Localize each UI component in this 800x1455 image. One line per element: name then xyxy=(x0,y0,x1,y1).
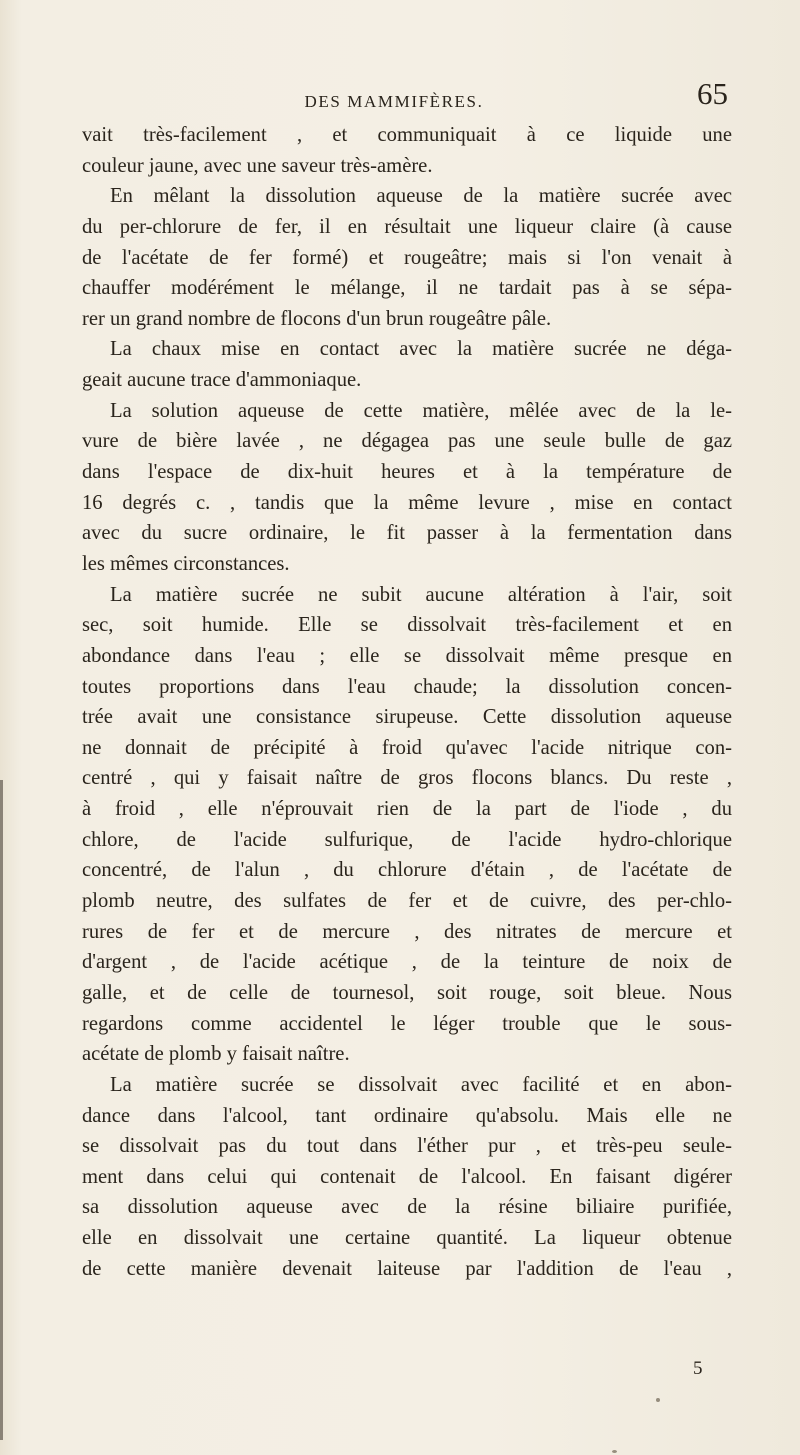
signature-mark: 5 xyxy=(693,1358,703,1379)
text-line: rer un grand nombre de flocons d'un brun rougeâtre pâle. xyxy=(82,307,552,330)
ink-speck xyxy=(656,1398,660,1402)
text-line: rures de fer et de mercure , des nitrates de mercure et xyxy=(82,920,732,943)
text-line: 16 degrés c. , tandis que la même levure , mise en contact xyxy=(82,491,732,514)
text-line: concentré, de l'alun , du chlorure d'étain , de l'acétate de xyxy=(82,859,732,882)
text-line: La matière sucrée se dissolvait avec facilité et en abon- xyxy=(110,1073,732,1096)
text-line: plomb neutre, des sulfates de fer et de cuivre, des per-chlo- xyxy=(82,890,732,913)
text-line: dans l'espace de dix-huit heures et à la température de xyxy=(82,461,732,484)
text-line: La matière sucrée ne subit aucune altération à l'air, soit xyxy=(110,583,732,606)
text-line: les mêmes circonstances. xyxy=(82,552,290,575)
text-line: vait très-facilement , et communiquait à ce liquide une xyxy=(82,124,732,146)
text-line: elle en dissolvait une certaine quantité. La liqueur obtenue xyxy=(82,1227,732,1250)
text-line: de l'acétate de fer formé) et rougeâtre; mais si l'on venait à xyxy=(82,246,732,269)
text-line: regardons comme accidentel le léger trouble que le sous- xyxy=(82,1012,732,1035)
text-line: chlore, de l'acide sulfurique, de l'acide hydro-chlorique xyxy=(82,828,732,851)
page-number: 65 xyxy=(697,76,728,111)
text-line: avec du sucre ordinaire, le fit passer à la fermentation dans xyxy=(82,522,732,545)
body-text xyxy=(82,120,732,1284)
text-line: abondance dans l'eau ; elle se dissolvait même presque en xyxy=(82,644,732,667)
text-line: d'argent , de l'acide acétique , de la teinture de noix de xyxy=(82,951,732,974)
text-line: de cette manière devenait laiteuse par l'addition de l'eau , xyxy=(82,1257,732,1280)
running-head: DES MAMMIFÈRES. xyxy=(304,92,484,111)
text-line: centré , qui y faisait naître de gros flocons blancs. Du reste , xyxy=(82,767,732,790)
text-line: geait aucune trace d'ammoniaque. xyxy=(82,369,362,392)
text-line: dance dans l'alcool, tant ordinaire qu'absolu. Mais elle ne xyxy=(82,1104,732,1127)
text-line: acétate de plomb y faisait naître. xyxy=(82,1043,350,1066)
ink-speck xyxy=(612,1450,617,1453)
text-line: vure de bière lavée , ne dégagea pas une seule bulle de gaz xyxy=(82,430,732,453)
text-line: En mêlant la dissolution aqueuse de la matière sucrée avec xyxy=(110,185,732,208)
page-header xyxy=(60,78,728,118)
text-line: chauffer modérément le mélange, il ne tardait pas à se sépa- xyxy=(82,277,732,300)
text-line: La solution aqueuse de cette matière, mêlée avec de la le- xyxy=(110,399,732,422)
text-line: couleur jaune, avec une saveur très-amère. xyxy=(82,154,433,177)
text-line: trée avait une consistance sirupeuse. Cette dissolution aqueuse xyxy=(82,706,732,729)
text-line: se dissolvait pas du tout dans l'éther pur , et très-peu seule- xyxy=(82,1135,732,1158)
text-line: ment dans celui qui contenait de l'alcool. En faisant digérer xyxy=(82,1165,732,1188)
text-line: sa dissolution aqueuse avec de la résine biliaire purifiée, xyxy=(82,1196,732,1219)
text-line: La chaux mise en contact avec la matière sucrée ne déga- xyxy=(110,338,732,361)
text-line: ne donnait de précipité à froid qu'avec l'acide nitrique con- xyxy=(82,736,732,759)
text-line: à froid , elle n'éprouvait rien de la part de l'iode , du xyxy=(82,798,732,821)
text-line: galle, et de celle de tournesol, soit rouge, soit bleue. Nous xyxy=(82,981,732,1004)
text-line: toutes proportions dans l'eau chaude; la dissolution concen- xyxy=(82,675,732,698)
text-line: du per-chlorure de fer, il en résultait une liqueur claire (à cause xyxy=(82,215,732,238)
page-edge-shadow xyxy=(0,780,3,1440)
text-line: sec, soit humide. Elle se dissolvait très-facilement et en xyxy=(82,614,732,637)
